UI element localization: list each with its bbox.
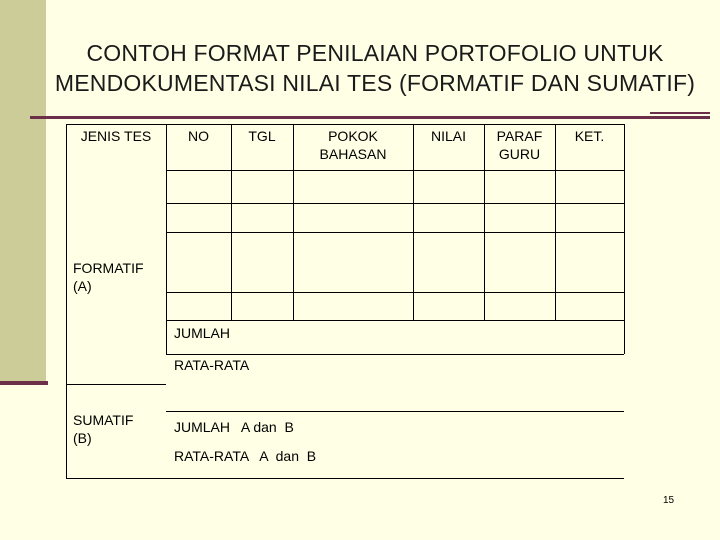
header-no: NO — [188, 128, 209, 144]
sumatif-label-line1: SUMATIF — [73, 412, 134, 428]
header-paraf-line1: PARAF — [496, 128, 543, 144]
title-line-1: CONTOH FORMAT PENILAIAN PORTOFOLIO UNTUK — [86, 40, 664, 66]
col-sep-paraf — [555, 124, 556, 320]
header-ket: KET. — [574, 128, 605, 144]
header-tgl: TGL — [248, 128, 276, 144]
jumlah-label: JUMLAH — [174, 325, 231, 341]
row-line-3 — [166, 292, 624, 293]
sumatif-label-line2: (B) — [73, 430, 92, 446]
table-right-border — [624, 124, 625, 354]
rata-rata-label: RATA-RATA — [174, 357, 250, 373]
header-pokok-line1: POKOK — [328, 128, 378, 144]
header-pokok-line2: BAHASAN — [319, 146, 387, 162]
table-bottom-border — [66, 478, 624, 479]
col-sep-pokok — [413, 124, 414, 320]
formatif-label-line1: FORMATIF — [73, 260, 144, 276]
row-line-2 — [166, 232, 624, 233]
jumlah-ab-label: JUMLAH A dan B — [174, 419, 294, 435]
rata-rata-ab-label: RATA-RATA A dan B — [174, 448, 317, 464]
page-number: 15 — [663, 495, 675, 506]
header-nilai: NILAI — [430, 128, 466, 144]
row-line-rata — [166, 354, 624, 355]
header-jenis-tes: JENIS TES — [80, 128, 152, 144]
formatif-sumatif-divider — [66, 384, 166, 385]
formatif-label-line2: (A) — [73, 278, 92, 294]
header-paraf-line2: GURU — [498, 146, 541, 162]
title-line-2: MENDOKUMENTASI NILAI TES (FORMATIF DAN SUMATIF) — [54, 70, 696, 96]
row-line-jumlah-ab — [166, 411, 624, 412]
table-left-border — [66, 124, 67, 478]
row-line-1 — [166, 203, 624, 204]
table-top-border — [66, 124, 624, 125]
col-sep-no — [231, 124, 232, 320]
row-line-jumlah — [166, 320, 624, 321]
